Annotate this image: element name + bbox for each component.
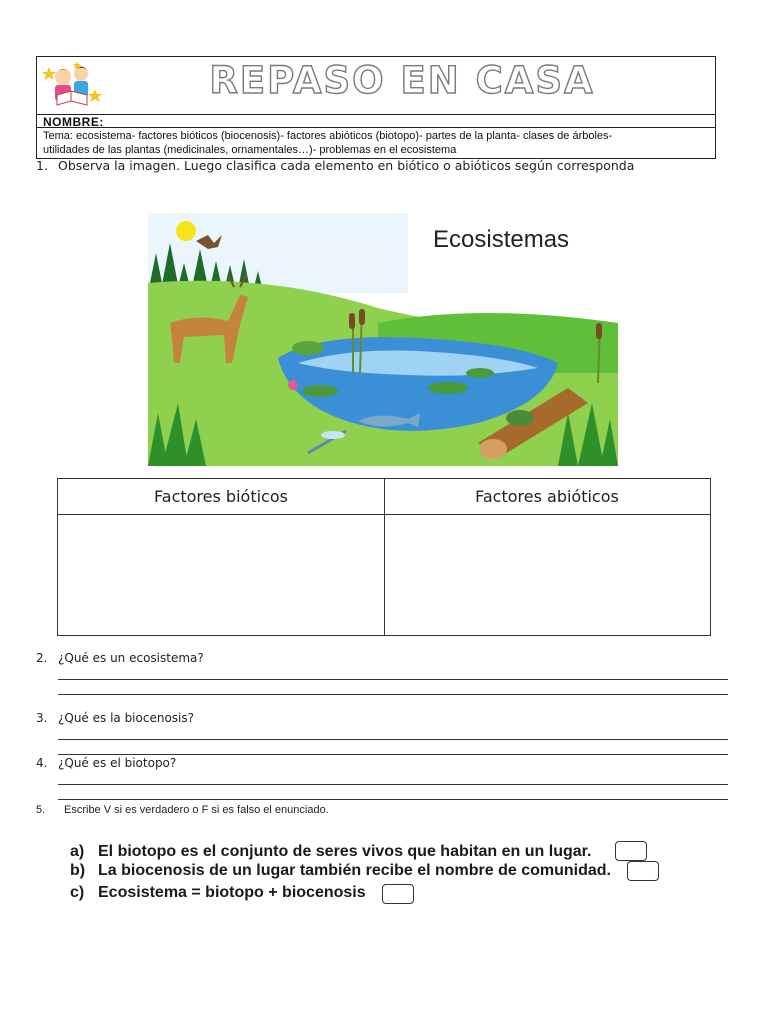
question-4-text: ¿Qué es el biotopo? — [58, 756, 177, 770]
statement-a-text: El biotopo es el conjunto de seres vivos que habitan en un lugar. — [98, 843, 592, 860]
biotic-answer-cell[interactable] — [60, 517, 382, 633]
table-header-abiotic: Factores abióticos — [475, 487, 619, 506]
name-label: NOMBRE: — [43, 115, 104, 129]
question-1-number: 1. — [36, 158, 48, 173]
statement-b-letter: b) — [70, 862, 86, 879]
answer-box-b[interactable] — [627, 861, 659, 881]
question-3-text: ¿Qué es la biocenosis? — [58, 711, 194, 725]
topic-line-2: utilidades de las plantas (medicinales, ornamentales…)- problemas en el ecosistema — [43, 144, 457, 156]
worksheet-title: REPASO EN CASA — [209, 59, 595, 102]
topic-line-1: Tema: ecosistema- factores bióticos (biocenosis)- factores abióticos (biotopo)- partes de la planta- clases de árboles- — [43, 130, 613, 142]
answer-line[interactable] — [58, 799, 728, 800]
statement-a-letter: a) — [70, 843, 85, 860]
answer-line[interactable] — [58, 679, 728, 680]
name-row — [37, 114, 715, 128]
answer-line[interactable] — [58, 754, 728, 755]
ecosystem-scene — [148, 213, 618, 466]
header-box — [36, 56, 716, 159]
classification-table — [57, 478, 711, 636]
table-header-divider — [58, 514, 710, 515]
answer-line[interactable] — [58, 784, 728, 785]
image-title: Ecosistemas — [433, 226, 570, 253]
header-title-row — [37, 57, 715, 115]
kids-reading-logo — [41, 59, 103, 111]
statement-b-text: La biocenosis de un lugar también recibe el nombre de comunidad. — [98, 862, 611, 879]
topic-text — [43, 129, 713, 157]
question-2-text: ¿Qué es un ecosistema? — [58, 651, 204, 665]
question-4-number: 4. — [36, 756, 48, 770]
answer-line[interactable] — [58, 694, 728, 695]
question-5-number: 5. — [36, 804, 46, 816]
question-2-number: 2. — [36, 651, 48, 665]
question-3-number: 3. — [36, 711, 48, 725]
question-1-text: Observa la imagen. Luego clasifica cada elemento en biótico o abióticos según corresponda — [58, 158, 635, 173]
answer-line[interactable] — [58, 739, 728, 740]
statement-c-letter: c) — [70, 884, 85, 901]
abiotic-answer-cell[interactable] — [388, 517, 710, 633]
statement-c-text: Ecosistema = biotopo + biocenosis — [98, 884, 366, 901]
answer-box-a[interactable] — [615, 841, 647, 861]
answer-box-c[interactable] — [382, 884, 414, 904]
question-5-text: Escribe V si es verdadero o F si es falso el enunciado. — [64, 804, 329, 816]
ecosystem-illustration — [148, 213, 618, 466]
table-header-biotic: Factores bióticos — [154, 487, 288, 506]
